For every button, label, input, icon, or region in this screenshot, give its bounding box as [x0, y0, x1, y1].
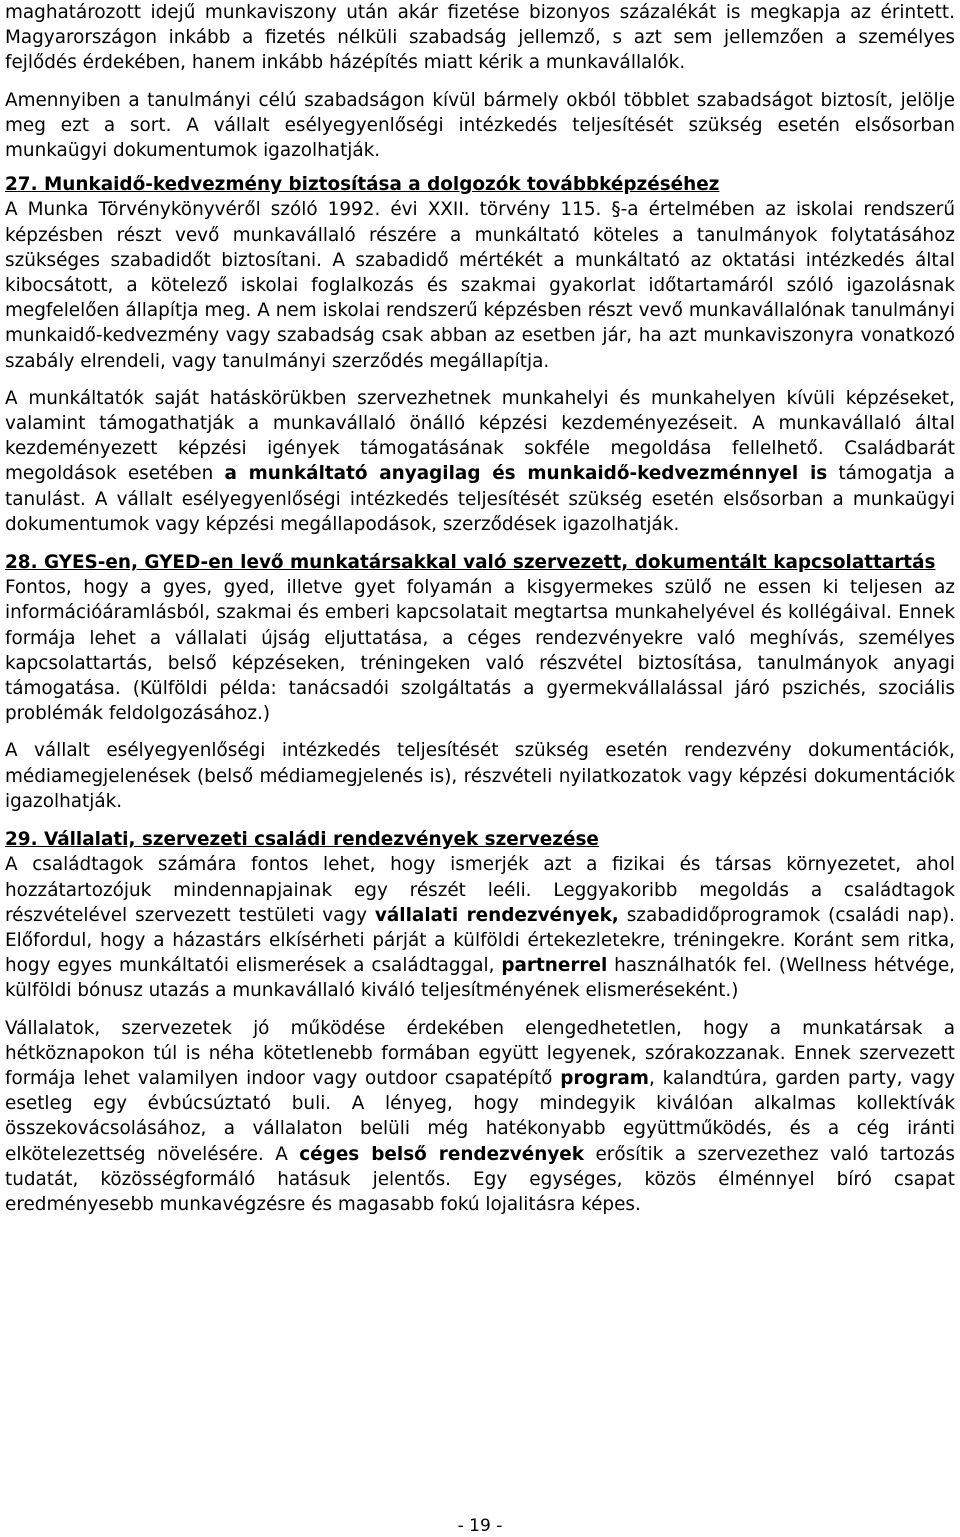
document-page — [5, 0, 955, 1217]
text-run: Vállalatok, szervezetek jó működése érdekében elengedhetetlen, hogy a munkatársak a hétköznapokon túl is néha kötetlenebb formában együtt legyenek, szórakozzanak. Ennek szervezett formája lehet valamilyen indoor vagy outdoor csapatépítő — [5, 1017, 955, 1089]
paragraph — [5, 197, 955, 373]
bold-text: a munkáltató anyagilag és munkaidő-kedvezménnyel is — [224, 463, 828, 485]
text-run: szabadidőprogramok (családi nap). Előfordul, hogy a házastárs elkísérheti párját a külföldi értekezletekre, tréningekre. Koránt sem ritka, hogy egyes munkáltatói elismerések a családtaggal, — [5, 904, 955, 977]
bold-text: vállalati rendezvények, — [374, 904, 619, 926]
paragraph — [5, 386, 955, 537]
section-heading: 28. GYES-en, GYED-en levő munkatársakkal való szervezett, dokumentált kapcsolattartás — [5, 552, 936, 574]
section-heading: 27. Munkaidő-kedvezmény biztosítása a dolgozók továbbképzéséhez — [5, 174, 720, 196]
text-run: A vállalt esélyegyenlőségi intézkedés teljesítését szükség esetén rendezvény dokumentációk, médiamegjelenések (belső médiamegjelenés is), részvételi nyilatkozatok vagy képzési dokumentációk igazolhatják. — [5, 740, 955, 812]
bold-text: partnerrel — [501, 955, 608, 977]
text-run: A munkáltatók saját hatáskörükben szervezhetnek munkahelyi és munkahelyen kívüli képzéseket, valamint támogathatják a munkavállaló önálló képzési kezdeményezéseit. A munkavállaló által kezdeményezett képzési igények támogatásának sokféle megoldása fellelhető. Családbarát megoldások esetében — [5, 387, 955, 485]
text-run: Amennyiben a tanulmányi célú szabadságon kívül bármely okból többlet szabadságot biztosít, jelölje meg ezt a sort. A vállalt esélyegyenlőségi intézkedés teljesítését szükség esetén elsősorban munkaügyi dokumentumok igazolhatják. — [5, 89, 955, 162]
paragraph — [5, 1016, 955, 1218]
text-run: használhatók fel. (Wellness hétvége, külföldi bónusz utazás a munkavállaló kiváló teljesítményének elismeréseként.) — [5, 955, 955, 1002]
document-body — [5, 0, 955, 1217]
paragraph — [5, 0, 955, 76]
paragraph — [5, 738, 955, 814]
text-run: A családtagok számára fontos lehet, hogy ismerjék azt a fizikai és társas környezetet, ahol hozzátartozójuk mindennapjainak egy részét leéli. Leggyakoribb megoldás a családtagok részvételével szervezett testületi vagy — [5, 854, 955, 926]
section-heading: 29. Vállalati, szervezeti családi rendezvények szervezése — [5, 829, 599, 851]
text-run: erősítik a szervezethez való tartozás tudatát, közösségformáló hatásuk jelentős. Egy egységes, közös élménnyel bíró csapat eredményesebb munkavégzésre és magasabb fokú lojalitásra képes. — [5, 1143, 955, 1215]
text-run: Fontos, hogy a gyes, gyed, illetve gyet folyamán a kisgyermekes szülő ne essen ki teljesen az információáramlásból, szakmai és emberi kapcsolatait megtartsa munkahelyével és kollégáival. Ennek formája lehet a vállalati újság eljuttatása, a céges rendezvényekre való meghívás, személyes kapcsolattartás, belső képzéseken, tréningeken való részvétel biztosítása, tanulmányok anyagi támogatása. (Külföldi példa: tanácsadói szolgáltatás a gyermekvállalással járó pszichés, szociális problémák feldolgozásához.) — [5, 577, 955, 725]
text-run: A Munka Törvénykönyvéről szóló 1992. évi XXII. törvény 115. §-a értelmében az iskolai rendszerű képzésben részt vevő munkavállaló részére a munkáltató köteles a tanulmányok folytatásához szükséges szabadidőt biztosítani. A szabadidő mértékét a munkáltató az oktatási intézkedés által kibocsátott, a kötelező iskolai foglalkozás és szakmai gyakorlat időtartamáról szóló igazolásnak megfelelően állapítja meg. A nem iskolai rendszerű képzésben részt vevő munkavállalónak tanulmányi munkaidő-kedvezmény vagy szabadság csak abban az esetben jár, ha azt munkaviszonyra vonatkozó szabály elrendeli, vagy tanulmányi szerződés megállapítja. — [5, 199, 955, 372]
bold-text: céges belső rendezvények — [299, 1143, 585, 1165]
text-run: támogatja a tanulást. A vállalt esélyegyenlőségi intézkedés teljesítését szükség esetén elsősorban a munkaügyi dokumentumok vagy képzési megállapodások, szerződések igazolhatják. — [5, 463, 956, 535]
paragraph — [5, 88, 955, 164]
bold-text: program — [560, 1067, 649, 1089]
paragraph — [5, 575, 955, 726]
text-run: , kalandtúra, garden party, vagy esetleg egy évbúcsúztató buli. A lényeg, hogy mindegyik kiválóan alkalmas kollektívák összekovácsolásához, a vállalaton belüli még hatékonyabb együttműködés, és a cég iránti elkötelezettség növelésére. A — [5, 1067, 955, 1165]
text-run: maghatározott idejű munkaviszony után akár fizetése bizonyos százalékát is megkapja az érintett. Magyarországon inkább a fizetés nélküli szabadság jellemző, s azt sem jellemzően a személyes fejlődés érdekében, hanem inkább házépítés miatt kérik a munkavállalók. — [5, 2, 955, 74]
paragraph — [5, 852, 955, 1003]
page-number: - 19 - — [457, 1516, 503, 1536]
